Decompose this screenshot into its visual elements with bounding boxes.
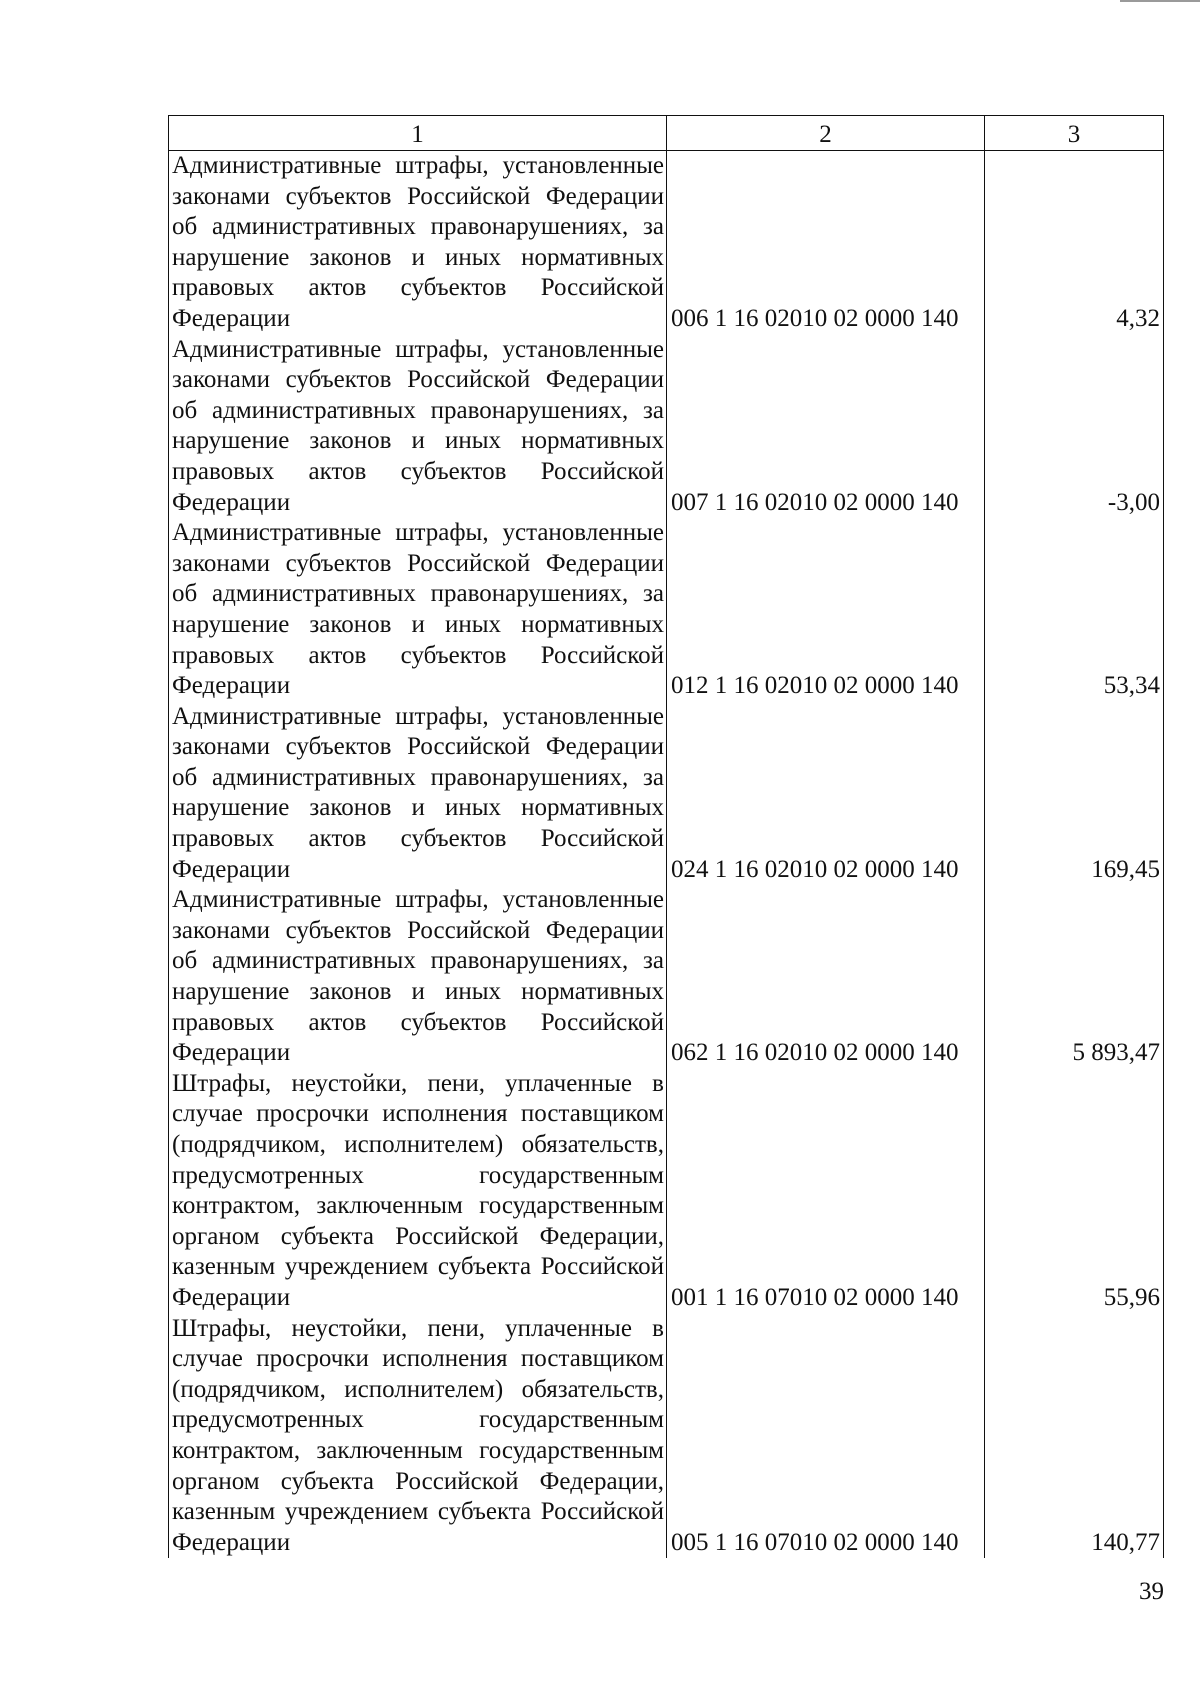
row-amount: 169,45	[985, 702, 1164, 886]
row-code: 001 1 16 07010 02 0000 140	[667, 1069, 985, 1314]
table-row	[169, 1314, 1164, 1559]
row-amount: 53,34	[985, 518, 1164, 702]
row-description: Штрафы, неустойки, пени, уплаченные в случае просрочки исполнения поставщиком (подрядчиком, исполнителем) обязательств, предусмотренных государственным контрактом, заключенным государственным органом субъекта Российской Федерации, казенным учреждением субъекта Российской Федерации	[169, 1069, 667, 1314]
table-row	[169, 151, 1164, 335]
row-code: 006 1 16 02010 02 0000 140	[667, 151, 985, 335]
table-row	[169, 335, 1164, 519]
row-code: 007 1 16 02010 02 0000 140	[667, 335, 985, 519]
row-description: Административные штрафы, установленные законами субъектов Российской Федерации об административных правонарушениях, за нарушение законов и иных нормативных правовых актов субъектов Российской Федерации	[169, 335, 667, 519]
table-header-row	[169, 116, 1164, 151]
table-row	[169, 885, 1164, 1069]
table-row	[169, 1069, 1164, 1314]
row-description: Административные штрафы, установленные законами субъектов Российской Федерации об административных правонарушениях, за нарушение законов и иных нормативных правовых актов субъектов Российской Федерации	[169, 518, 667, 702]
column-header-2: 2	[667, 116, 985, 151]
row-code: 062 1 16 02010 02 0000 140	[667, 885, 985, 1069]
row-code: 024 1 16 02010 02 0000 140	[667, 702, 985, 886]
row-amount: 55,96	[985, 1069, 1164, 1314]
row-amount: 5 893,47	[985, 885, 1164, 1069]
scan-artifact-line	[1120, 0, 1200, 2]
row-description: Административные штрафы, установленные законами субъектов Российской Федерации об административных правонарушениях, за нарушение законов и иных нормативных правовых актов субъектов Российской Федерации	[169, 151, 667, 335]
row-code: 012 1 16 02010 02 0000 140	[667, 518, 985, 702]
row-description: Штрафы, неустойки, пени, уплаченные в случае просрочки исполнения поставщиком (подрядчиком, исполнителем) обязательств, предусмотренных государственным контрактом, заключенным государственным органом субъекта Российской Федерации, казенным учреждением субъекта Российской Федерации	[169, 1314, 667, 1559]
table-row	[169, 702, 1164, 886]
row-amount: -3,00	[985, 335, 1164, 519]
column-header-3: 3	[985, 116, 1164, 151]
row-code: 005 1 16 07010 02 0000 140	[667, 1314, 985, 1559]
revenue-table	[168, 115, 1164, 1558]
row-amount: 140,77	[985, 1314, 1164, 1559]
column-header-1: 1	[169, 116, 667, 151]
page-number: 39	[1139, 1578, 1164, 1605]
table-row	[169, 518, 1164, 702]
row-description: Административные штрафы, установленные законами субъектов Российской Федерации об административных правонарушениях, за нарушение законов и иных нормативных правовых актов субъектов Российской Федерации	[169, 702, 667, 886]
row-amount: 4,32	[985, 151, 1164, 335]
row-description: Административные штрафы, установленные законами субъектов Российской Федерации об административных правонарушениях, за нарушение законов и иных нормативных правовых актов субъектов Российской Федерации	[169, 885, 667, 1069]
